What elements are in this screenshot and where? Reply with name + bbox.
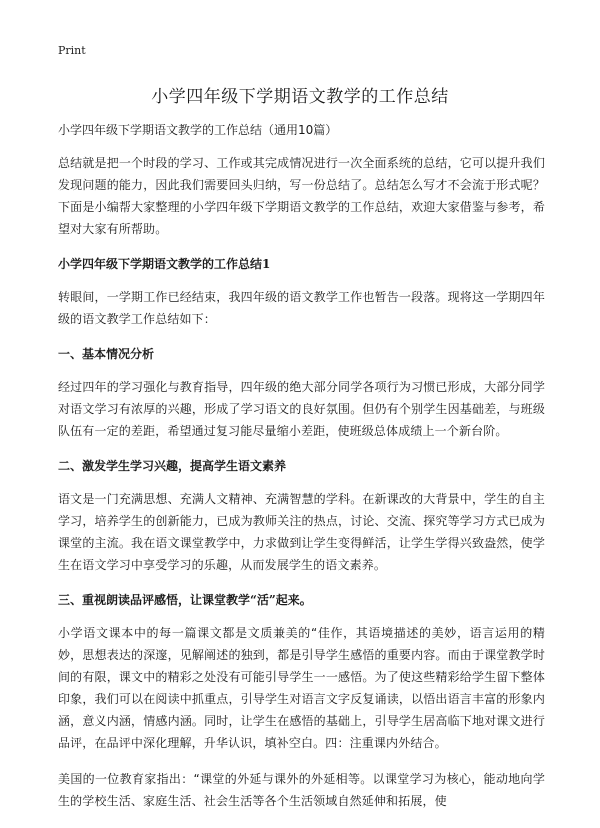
page-title: 小学四年级下学期语文教学的工作总结 <box>151 87 449 107</box>
section-title: 小学四年级下学期语文教学的工作总结1 <box>58 257 271 271</box>
heading-interest: 二、激发学生学习兴趣，提高学生语文素养 <box>58 459 287 473</box>
paragraph-extension: 美国的一位教育家指出：“课堂的外延与课外的外延相等。以课堂学习为核心，能动地向学生的学校生活、家庭生活、社会生活等各个生活领域自然延伸和拓展，使 <box>58 772 545 808</box>
heading-reading: 三、重视朗读品评感悟，让课堂教学“活”起来。 <box>58 593 312 607</box>
document-body <box>58 120 545 826</box>
paragraph-reading: 小学语文课本中的每一篇课文都是文质兼美的“佳作，其语境描述的美妙，语言运用的精妙，思想表达的深邃，见解阐述的独到，都是引导学生感悟的重要内容。而由于课堂教学时间的有限，课文中的精彩之处没有可能引导学生一一感悟。为了使这些精彩给学生留下整体印象，我们可以在阅读中抓重点，引导学生对语言文字反复诵读，以悟出语言丰富的形象内涵，意义内涵，情感内涵。同时，让学生在感悟的基础上，引导学生居高临下地对课文进行品评，在品评中深化理解，升华认识，填补空白。四：注重课内外结合。 <box>58 626 545 750</box>
paragraph-interest: 语文是一门充满思想、充满人文精神、充满智慧的学科。在新课改的大背景中，学生的自主学习，培养学生的创新能力，已成为教师关注的热点，讨论、交流、探究等学习方式已成为课堂的主流。我在语文课堂教学中，力求做到让学生变得鲜活，让学生学得兴致盎然，使学生在语文学习中享受学习的乐趣，从而发展学生的语文素养。 <box>58 492 545 572</box>
document-subtitle: 小学四年级下学期语文教学的工作总结（通用10篇） <box>58 123 338 137</box>
print-link[interactable]: Print <box>58 44 86 57</box>
paragraph-basic-analysis: 经过四年的学习强化与教育指导，四年级的绝大部分同学各项行为习惯已形成，大部分同学对语文学习有浓厚的兴趣，形成了学习语文的良好氛围。但仍有个别学生因基础差，与班级队伍有一定的差距，希望通过复习能尽量缩小差距，使班级总体成绩上一个新台阶。 <box>58 380 545 438</box>
intro-paragraph: 总结就是把一个时段的学习、工作或其完成情况进行一次全面系统的总结，它可以提升我们发现问题的能力，因此我们需要回头归纳，写一份总结了。总结怎么写才不会流于形式呢？下面是小编帮大家整理的小学四年级下学期语文教学的工作总结，欢迎大家借鉴与参考，希望对大家有所帮助。 <box>58 156 545 236</box>
heading-basic-analysis: 一、基本情况分析 <box>58 347 155 361</box>
section-intro-paragraph: 转眼间，一学期工作已经结束，我四年级的语文教学工作也暂告一段落。现将这一学期四年级的语文教学工作总结如下： <box>58 290 545 326</box>
